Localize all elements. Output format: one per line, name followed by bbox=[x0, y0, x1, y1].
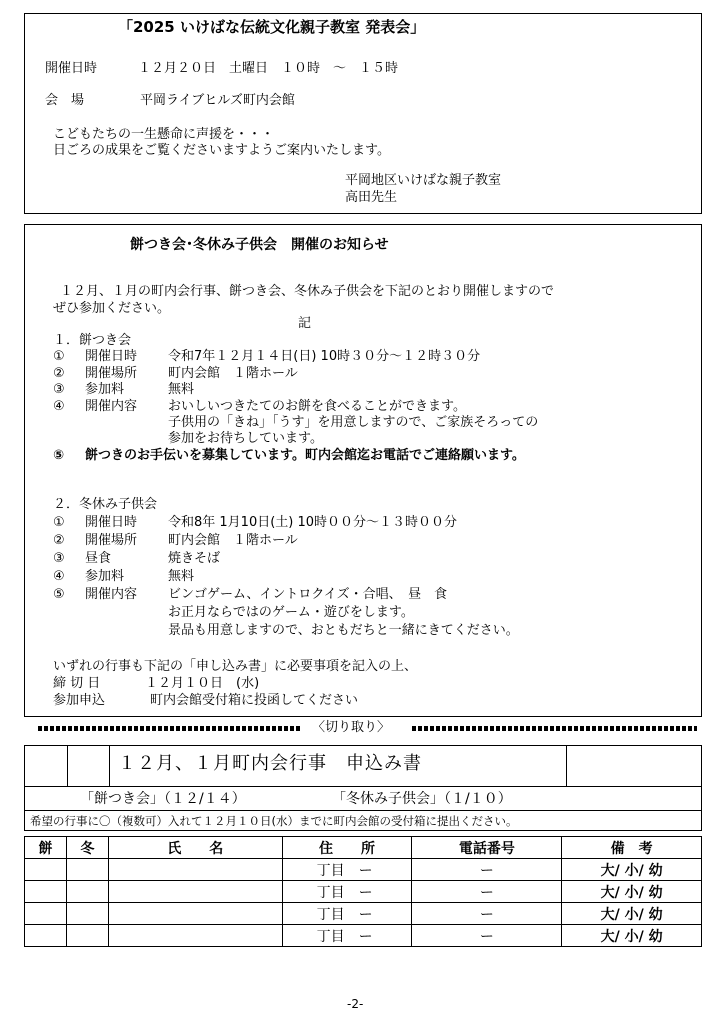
table-row bbox=[25, 859, 702, 881]
name-cell[interactable] bbox=[108, 859, 282, 881]
mochi-checkbox-cell[interactable] bbox=[25, 881, 67, 903]
cut-line-right bbox=[412, 726, 697, 731]
section-2-item-num: ③ bbox=[53, 551, 65, 566]
address-cell[interactable]: 丁目 ー bbox=[282, 881, 412, 903]
section-1-item-num: ④ bbox=[53, 398, 65, 414]
recital-message-2: 日ごろの成果をご覧くださいますようご案内いたします。 bbox=[53, 143, 390, 158]
phone-cell[interactable]: ー bbox=[412, 925, 562, 947]
recital-venue-label: 会 場 bbox=[45, 93, 85, 108]
section-2-item-label: 開催内容 bbox=[85, 587, 138, 602]
phone-cell[interactable]: ー bbox=[412, 903, 562, 925]
header-mochi: 餅 bbox=[25, 837, 67, 859]
page-number: -2- bbox=[347, 997, 364, 1011]
notice-title: 餅つき会･冬休み子供会 開催のお知らせ bbox=[130, 237, 389, 253]
section-1-item-label: 開催内容 bbox=[85, 398, 138, 414]
section-2-item-label: 開催場所 bbox=[85, 533, 138, 548]
table-row bbox=[25, 903, 702, 925]
recital-date-value: １２月２０日 土曜日 １０時 ～ １５時 bbox=[138, 61, 399, 76]
address-cell[interactable]: 丁目 ー bbox=[282, 903, 412, 925]
section-1-item-label: 参加料 bbox=[85, 382, 125, 397]
cut-line-left bbox=[38, 726, 300, 731]
apply-value: 町内会館受付箱に投函してください bbox=[150, 693, 359, 708]
note-cell[interactable]: 大/ 小/ 幼 bbox=[562, 859, 702, 881]
notice-intro-2: ぜひ参加ください。 bbox=[53, 301, 171, 316]
application-table bbox=[24, 836, 702, 947]
form-instruction: 希望の行事に〇（複数可）入れて１２月１０日(水）までに町内会館の受付箱に提出ください。 bbox=[30, 814, 518, 828]
recital-venue-value: 平岡ライブヒルズ町内会館 bbox=[140, 93, 295, 108]
apply-label: 参加申込 bbox=[53, 693, 106, 708]
header-phone: 電話番号 bbox=[412, 837, 562, 859]
header-address: 住 所 bbox=[282, 837, 412, 859]
section-2-item-value: ビンゴゲーム、イントロクイズ・合唱、 昼 食 bbox=[168, 587, 448, 602]
header-winter: 冬 bbox=[66, 837, 108, 859]
section-2-item-label: 昼食 bbox=[85, 551, 112, 566]
winter-checkbox-cell[interactable] bbox=[66, 903, 108, 925]
deadline-value: １２月１０日 (水) bbox=[145, 676, 260, 691]
section-1-item-value: 町内会館 １階ホール bbox=[168, 365, 298, 381]
section-2-item-num: ① bbox=[53, 515, 65, 530]
recital-title: 「2025 いけばな伝統文化親子教室 発表会」 bbox=[118, 18, 426, 36]
deadline-label: 締 切 日 bbox=[53, 676, 101, 691]
section-1-item-label: 開催日時 bbox=[85, 349, 138, 364]
recital-org: 平岡地区いけばな親子教室 bbox=[345, 173, 502, 188]
section-2-item-label: 参加料 bbox=[85, 569, 125, 584]
name-cell[interactable] bbox=[108, 903, 282, 925]
note-cell[interactable]: 大/ 小/ 幼 bbox=[562, 903, 702, 925]
form-event-winter: 「冬休み子供会」（１/１０） bbox=[332, 791, 512, 807]
section-2-item-label: 開催日時 bbox=[85, 515, 138, 530]
name-cell[interactable] bbox=[108, 925, 282, 947]
section-2-item-value: 無料 bbox=[168, 569, 195, 584]
address-cell[interactable]: 丁目 ー bbox=[282, 925, 412, 947]
section-2-item-num: ④ bbox=[53, 569, 65, 584]
table-row bbox=[25, 881, 702, 903]
phone-cell[interactable]: ー bbox=[412, 859, 562, 881]
section-2-item-num: ② bbox=[53, 533, 65, 548]
section-2-item-value: 焼きそば bbox=[168, 551, 221, 566]
cut-label: 〈切り取り〉 bbox=[312, 720, 391, 735]
recital-teacher: 高田先生 bbox=[345, 190, 398, 205]
name-cell[interactable] bbox=[108, 881, 282, 903]
section-1-content-2: 子供用の「きね」「うす」を用意しますので、ご家族そろっての bbox=[168, 415, 539, 430]
table-row bbox=[25, 925, 702, 947]
notice-ki: 記 bbox=[298, 316, 312, 331]
mochi-checkbox-cell[interactable] bbox=[25, 859, 67, 881]
form-title: １２月、１月町内会行事 申込み書 bbox=[118, 753, 422, 774]
winter-checkbox-cell[interactable] bbox=[66, 859, 108, 881]
section-1-item-num: ① bbox=[53, 349, 65, 364]
note-cell[interactable]: 大/ 小/ 幼 bbox=[562, 925, 702, 947]
section-2-item-value: 令和8年 1月10日(土) 10時００分～１３時００分 bbox=[168, 515, 458, 530]
mochi-checkbox-cell[interactable] bbox=[25, 903, 67, 925]
section-1-item-num: ⑤ bbox=[53, 448, 65, 463]
phone-cell[interactable]: ー bbox=[412, 881, 562, 903]
note-cell[interactable]: 大/ 小/ 幼 bbox=[562, 881, 702, 903]
section-1-content-3: 参加をお待ちしています。 bbox=[168, 431, 323, 446]
mochi-checkbox-cell[interactable] bbox=[25, 925, 67, 947]
form-event-mochitsuki: 「餅つき会」（１２/１４） bbox=[80, 791, 246, 807]
section-1-item-value: 令和7年１２月１４日(日) 10時３０分～１２時３０分 bbox=[168, 349, 481, 364]
recital-date-label: 開催日時 bbox=[45, 61, 98, 76]
section-2-item-num: ⑤ bbox=[53, 587, 65, 602]
header-name: 氏 名 bbox=[108, 837, 282, 859]
winter-checkbox-cell[interactable] bbox=[66, 881, 108, 903]
section-1-item-value: 無料 bbox=[168, 382, 195, 397]
section-1-volunteer-text: 餅つきのお手伝いを募集しています。町内会館迄お電話でご連絡願います。 bbox=[85, 448, 525, 463]
section-1-item-num: ② bbox=[53, 365, 65, 381]
section-1-item-num: ③ bbox=[53, 382, 65, 397]
section-1-item-value: おいしいつきたてのお餅を食べることができます。 bbox=[168, 398, 466, 414]
section-1-item-label: 開催場所 bbox=[85, 365, 138, 381]
header-note: 備 考 bbox=[562, 837, 702, 859]
winter-checkbox-cell[interactable] bbox=[66, 925, 108, 947]
recital-message-1: こどもたちの一生懸命に声援を・・・ bbox=[53, 127, 275, 142]
section-2-content-2: お正月ならではのゲーム・遊びをします。 bbox=[168, 605, 414, 620]
section-2-title: ２．冬休み子供会 bbox=[53, 497, 158, 512]
section-2-content-3: 景品も用意しますので、おともだちと一緒にきてください。 bbox=[168, 623, 519, 638]
notice-footer-1: いずれの行事も下記の「申し込み書」に必要事項を記入の上、 bbox=[53, 659, 418, 674]
address-cell[interactable]: 丁目 ー bbox=[282, 859, 412, 881]
section-1-title: １．餅つき会 bbox=[53, 333, 132, 348]
notice-intro-1: １２月、１月の町内会行事、餅つき会、冬休み子供会を下記のとおり開催しますので bbox=[60, 284, 555, 299]
section-2-item-value: 町内会館 １階ホール bbox=[168, 533, 298, 548]
